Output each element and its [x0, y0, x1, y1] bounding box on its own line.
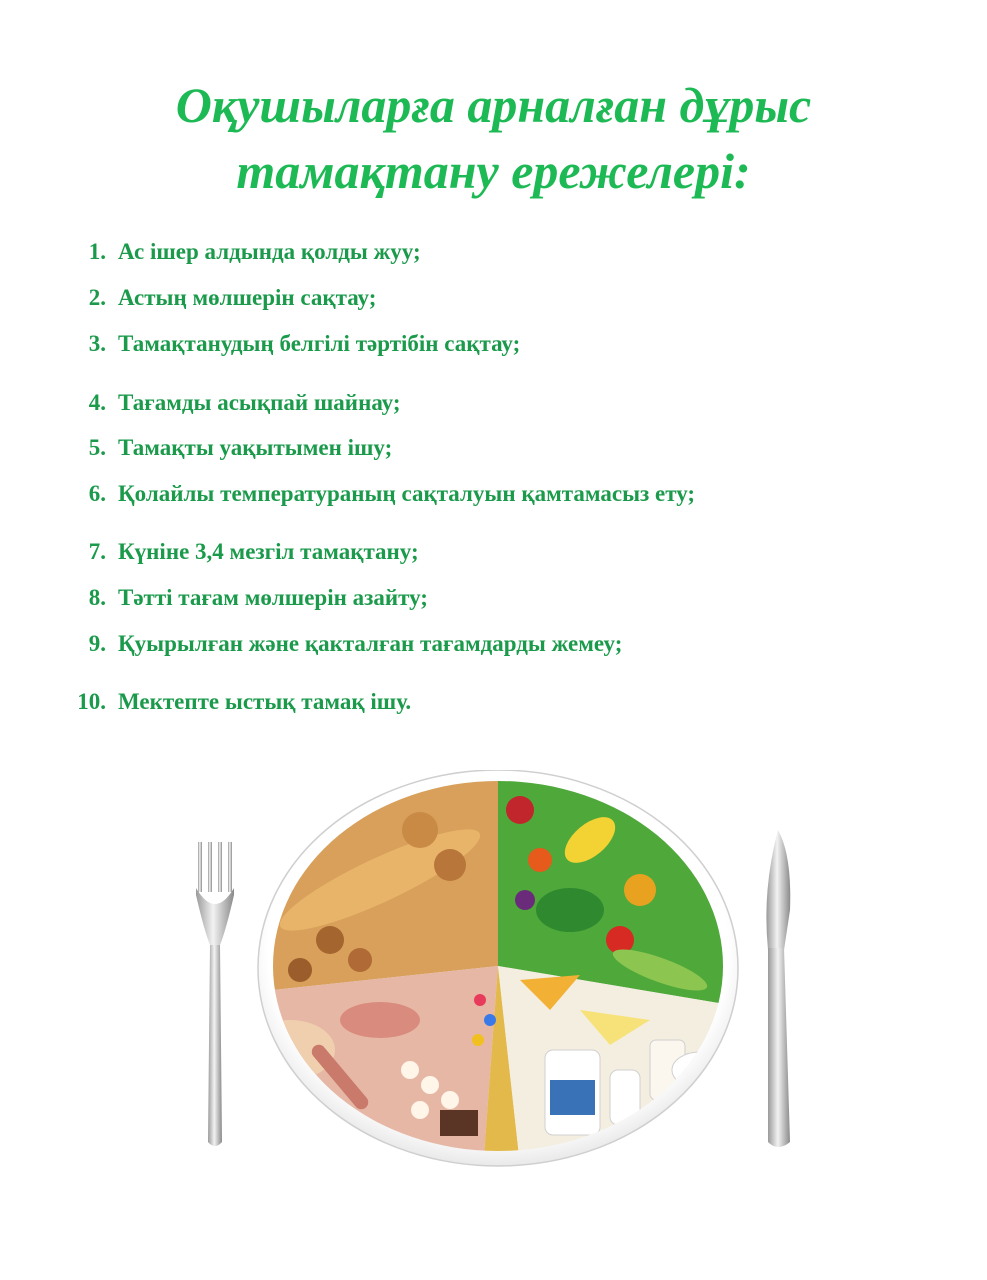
list-item-number: 10. — [77, 689, 106, 714]
page-title-line-2: тамақтану ережелері: — [236, 143, 751, 199]
list-item-number: 1. — [88, 239, 106, 264]
list-item-number: 2. — [88, 285, 106, 310]
list-item — [0, 433, 900, 463]
list-item-text: Қолайлы температураның сақталуын қамтамасыз ету; — [118, 481, 696, 506]
list-item-text: Мектепте ыстық тамақ ішу. — [118, 689, 412, 714]
list-item-number: 3. — [88, 331, 106, 356]
list-item — [0, 583, 900, 613]
plate-icon — [180, 770, 820, 1210]
list-item-number: 8. — [88, 585, 106, 610]
list-item — [0, 329, 900, 359]
list-item — [0, 629, 900, 659]
list-item-text: Тағамды асықпай шайнау; — [118, 390, 401, 415]
page-title-line-1: Оқушыларға арналған дұрыс — [175, 77, 812, 133]
food-plate-illustration — [180, 770, 820, 1210]
list-item-number: 7. — [88, 539, 106, 564]
list-item-text: Күніне 3,4 мезгіл тамақтану; — [118, 539, 419, 564]
list-item-text: Астың мөлшерін сақтау; — [118, 285, 377, 310]
list-item-number: 4. — [88, 390, 106, 415]
list-item — [0, 237, 900, 267]
list-item — [0, 388, 900, 418]
fork-icon — [196, 842, 234, 1146]
knife-icon — [766, 830, 790, 1147]
list-item — [0, 479, 900, 509]
list-item — [0, 537, 900, 567]
list-item-number: 6. — [88, 481, 106, 506]
list-item-text: Ас ішер алдында қолды жуу; — [118, 239, 421, 264]
list-item — [0, 283, 900, 313]
list-item-number: 5. — [88, 435, 106, 460]
list-item-text: Тамақтанудың белгілі тәртібін сақтау; — [118, 331, 521, 356]
list-item-text: Тамақты уақытымен ішу; — [118, 435, 393, 460]
list-item-text: Тәтті тағам мөлшерін азайту; — [118, 585, 428, 610]
list-item — [0, 687, 900, 717]
list-item-text: Қуырылған және қакталған тағамдарды жемеу; — [118, 631, 623, 656]
list-item-number: 9. — [88, 631, 106, 656]
